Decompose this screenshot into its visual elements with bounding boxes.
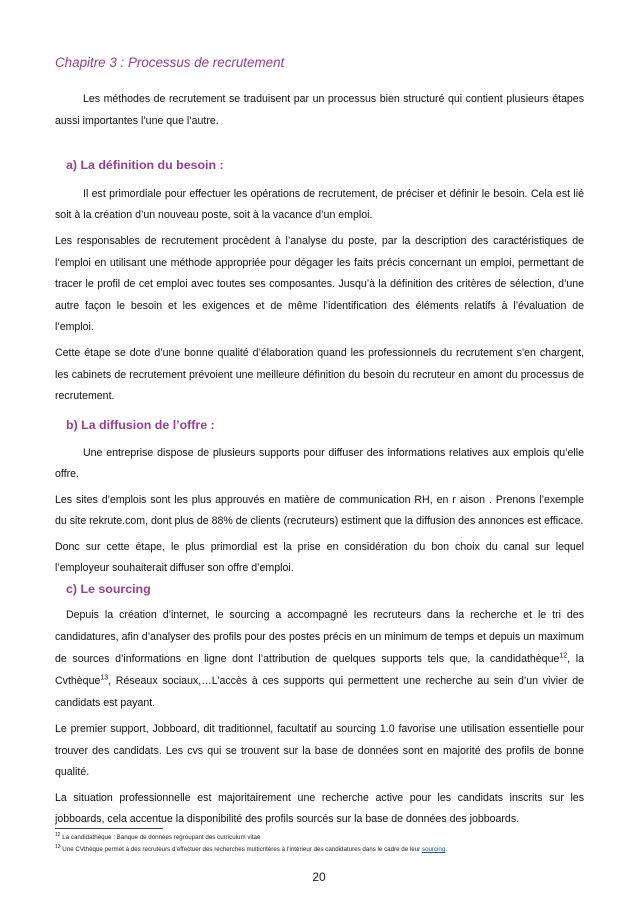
section-c-p1-line-3-end: , la xyxy=(567,653,584,665)
sourcing-link[interactable]: sourcing xyxy=(421,846,446,853)
section-a-p2-line-1: Les responsables de recrutement procèdent à l’analyse du poste, par la description des caractéristiques de xyxy=(55,235,584,247)
footnote-ref-12: 12 xyxy=(559,652,568,660)
section-c-p2-line-1: Le premier support, Jobboard, dit traditionnel, facultatif au sourcing 1.0 favorise une utilisation essentielle pour xyxy=(55,723,584,735)
section-a-p1-line-2: soit à la création d’un nouveau poste, soit à la vacance d’un emploi. xyxy=(55,209,373,221)
section-a-heading: a) La définition du besoin : xyxy=(66,158,224,172)
footnote-13-text: Une CVthèque permet à des recruteurs d’effectuer des recherches multicritères à l’intérieur des candidatures dans le cadre de leur xyxy=(60,846,422,853)
section-b-p3-line-2: l’employeur souhaiterait diffuser son offre d’emploi. xyxy=(55,562,294,574)
chapter-title: Chapitre 3 : Processus de recrutement xyxy=(55,55,285,70)
footnote-12-text: La candidathèque : Banque de données regroupant des curriculum vitae xyxy=(60,834,261,841)
section-c-p2-line-2: trouver des candidats. Les cvs qui se trouvent sur la base de données sont en majorité des profils de bonne xyxy=(55,745,584,757)
section-a-p3-line-1: Cette étape se dote d’une bonne qualité d’élaboration quand les professionnels du recrutement s’en chargent, xyxy=(55,347,584,359)
page-number: 20 xyxy=(312,870,326,884)
section-c-p1-line-1: Depuis la création d’internet, le sourcing a accompagné les recruteurs dans la recherche et le tri des xyxy=(66,609,584,621)
section-c-p3-line-1: La situation professionnelle est majoritairement une recherche active pour les candidats inscrits sur les xyxy=(55,792,584,804)
section-a-p3-line-2: les cabinets de recrutement prévoient une meilleure définition du besoin du recruteur en amont du processus de xyxy=(55,369,584,381)
section-b-p2-line-2: du site rekrute.com, dont plus de 88% de clients (recruteurs) estiment que la diffusion des annonces est efficace. xyxy=(55,515,584,527)
section-c-p2-line-3: qualité. xyxy=(55,766,90,778)
intro-line-1: Les méthodes de recrutement se traduisent par un processus bien structuré qui contient plusieurs étapes xyxy=(83,93,584,105)
section-a-p2-line-2: l’emploi en utilisant une méthode appropriée pour dégager les faits précis concernant un emploi, permettant de xyxy=(55,257,584,269)
section-a-p2-line-5: l’emploi. xyxy=(55,321,94,333)
footnote-13 xyxy=(55,843,448,854)
section-a-p1-line-1: Il est primordiale pour effectuer les opérations de recrutement, de préciser et définir le besoin. Cela est lié xyxy=(83,188,584,200)
section-b-p1-line-2: offre. xyxy=(55,468,79,480)
section-b-p2-line-1: Les sites d’emplois sont les plus approuvés en matière de communication RH, en r aison . Prenons l’exemple xyxy=(55,494,584,506)
intro-line-2: aussi importantes l’une que l’autre. xyxy=(55,115,219,127)
footnote-13-number: 13 xyxy=(55,843,61,850)
section-a-p3-line-3: recrutement. xyxy=(55,390,115,402)
footnote-12-number: 12 xyxy=(55,831,61,838)
section-c-p1-line-4-text: , Réseaux sociaux,…L’accès à ces supports qui permettent une recherche au sein d’un vivier de xyxy=(108,675,584,687)
section-b-heading: b) La diffusion de l’offre : xyxy=(66,418,215,432)
section-c-p1-line-3-text: de sources d’informations en ligne dont l’attribution de quelques supports tels que, la candidathèque xyxy=(55,653,560,665)
section-c-p1-line-2: candidatures, afin d’analyser des profils pour des postes précis en un minimum de temps et depuis un maximum xyxy=(55,631,584,643)
section-b-p3-line-1: Donc sur cette étape, le plus primordial est la prise en considération du bon choix du canal sur lequel xyxy=(55,541,584,553)
footnote-13-end: . xyxy=(445,846,448,853)
section-c-p3-line-2: jobboards, cela accentue la disponibilité des profils sourcés sur la base de données des jobboards. xyxy=(55,813,520,825)
section-b-p1-line-1: Une entreprise dispose de plusieurs supports pour diffuser des informations relatives aux emplois qu’elle xyxy=(83,447,584,459)
footnote-12 xyxy=(55,831,261,842)
footnote-ref-13: 13 xyxy=(100,674,109,682)
section-a-p2-line-3: tracer le profil de cet emploi avec toutes ses composantes. Jusqu’à la définition des critères de sélection, d’une xyxy=(55,278,584,290)
footnote-separator xyxy=(55,828,163,829)
section-c-p1-line-3 xyxy=(55,652,584,666)
section-a-p2-line-4: autre façon le besoin et les exigences et de même l’identification des éléments relatifs à l’évaluation de xyxy=(55,300,584,312)
section-c-p1-line-5: candidats est payant. xyxy=(55,697,156,709)
section-c-p1-line-4 xyxy=(55,674,584,688)
section-c-p1-line-4-start: Cvthèque xyxy=(55,675,101,687)
section-c-heading: c) Le sourcing xyxy=(66,582,151,596)
